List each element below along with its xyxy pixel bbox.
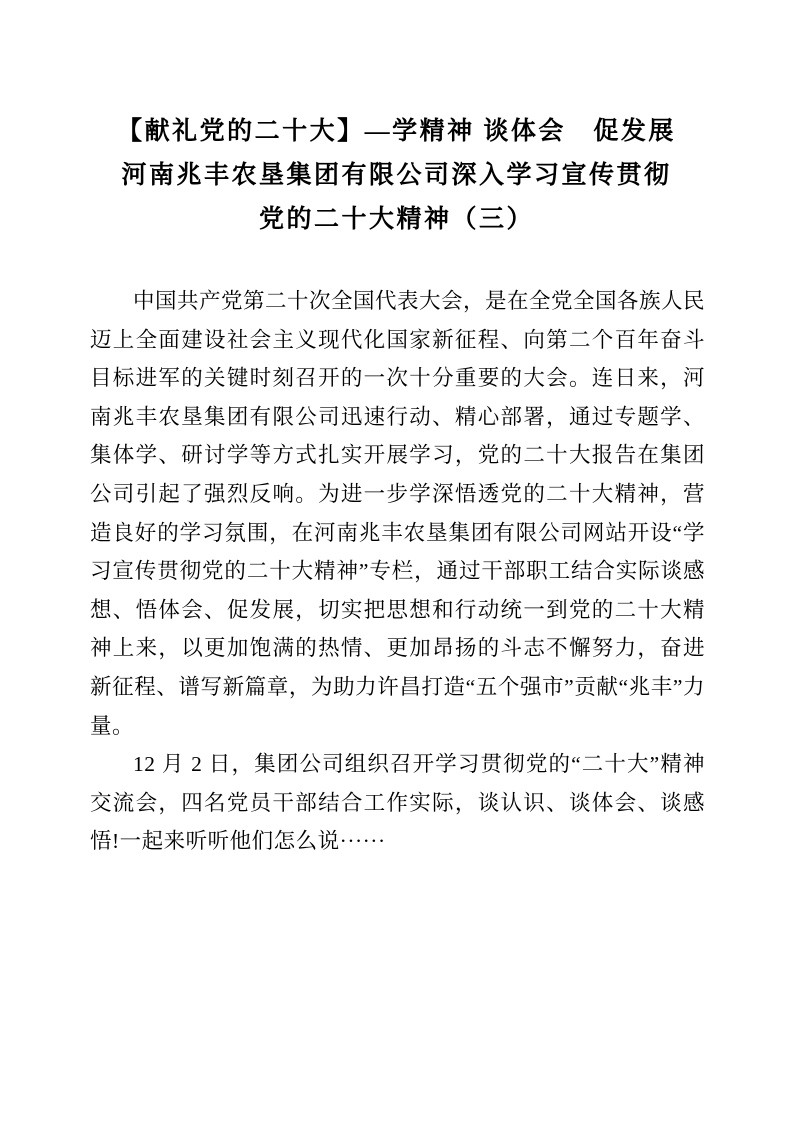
document-body — [90, 282, 705, 861]
document-title — [0, 0, 793, 242]
title-line-2: 河南兆丰农垦集团有限公司深入学习宣传贯彻 — [121, 162, 672, 189]
paragraph-1: 中国共产党第二十次全国代表大会，是在全党全国各族人民迈上全面建设社会主义现代化国家新征程、向第二个百年奋斗目标进军的关键时刻召开的一次十分重要的大会。连日来，河南兆丰农垦集团有限公司迅速行动、精心部署，通过专题学、集体学、研讨学等方式扎实开展学习，党的二十大报告在集团公司引起了强烈反响。为进一步学深悟透党的二十大精神，营造良好的学习氛围，在河南兆丰农垦集团有限公司网站开设“学习宣传贯彻党的二十大精神”专栏，通过干部职工结合实际谈感想、悟体会、促发展，切实把思想和行动统一到党的二十大精神上来，以更加饱满的热情、更加昂扬的斗志不懈努力，奋进新征程、谱写新篇章，为助力许昌打造“五个强市”贡献“兆丰”力量。 — [90, 289, 706, 738]
title-line-1: 【献礼党的二十大】—学精神 谈体会 促发展 — [117, 118, 676, 145]
paragraph-2: 12 月 2 日，集团公司组织召开学习贯彻党的“二十大”精神交流会，四名党员干部结合工作实际，谈认识、谈体会、谈感悟!一起来听听他们怎么说······ — [90, 752, 705, 854]
title-line-3: 党的二十大精神（三） — [258, 206, 534, 233]
